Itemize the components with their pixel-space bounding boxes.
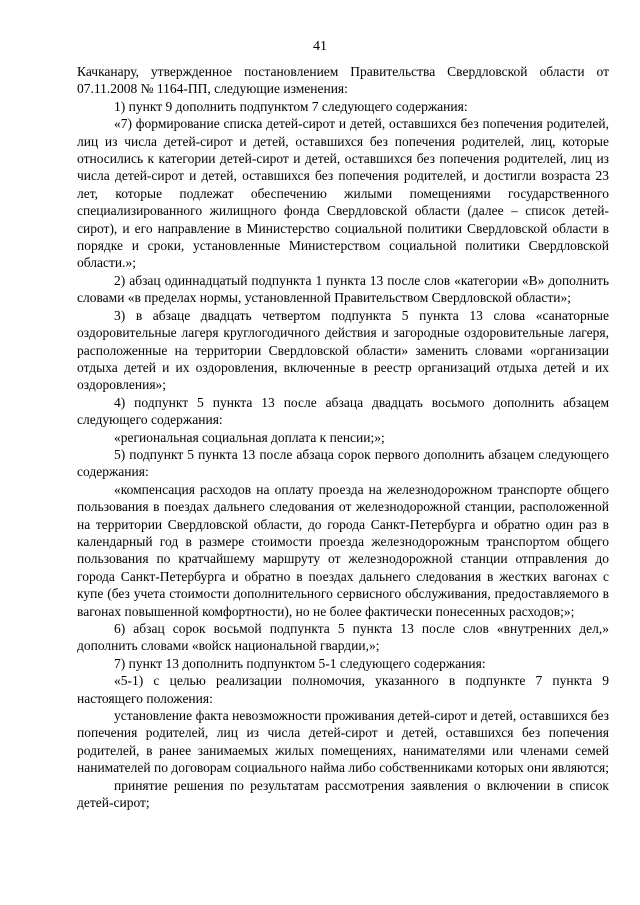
paragraph: 4) подпункт 5 пункта 13 после абзаца двадцать восьмого дополнить абзацем следующего содержания: [77, 394, 609, 428]
paragraph: 2) абзац одиннадцатый подпункта 1 пункта 13 после слов «категории «В» дополнить словами «в пределах нормы, установленной Правительством Свердловской области»; [77, 272, 609, 306]
paragraph: 5) подпункт 5 пункта 13 после абзаца сорок первого дополнить абзацем следующего содержания: [77, 446, 609, 480]
paragraph: 1) пункт 9 дополнить подпунктом 7 следующего содержания: [114, 98, 468, 114]
paragraph: «компенсация расходов на оплату проезда на железнодорожном транспорте общего пользования в поездах дальнего следования от железнодорожной станции, расположенной на территории Свердловской области, до города Санкт-Петербурга и обратно один раз в календарный год в размере стоимости проезда железнодорожным транспортом общего пользования по кратчайшему маршруту от железнодорожной станции отправления до города Санкт-Петербурга и обратно в поездах дальнего следования в жестких вагонах с купе (без учета стоимости дополнительного сервисного обслуживания, предоставляемого в вагонах повышенной комфортности), но не более фактически понесенных расходов;»; [77, 481, 609, 619]
paragraph: «7) формирование списка детей-сирот и детей, оставшихся без попечения родителей, лиц из числа детей-сирот и детей, оставшихся без попечения родителей, лиц, которые относились к категории детей-сирот и детей, оставшихся без попечения родителей, лиц из числа детей-сирот и детей, оставшихся без попечения родителей, и достигли возраста 23 лет, которые подлежат обеспечению жилыми помещениями государственного специализированного жилищного фонда Свердловской области (далее – список детей-сирот), и его направление в Министерство социальной политики Свердловской области в порядке и сроки, установленные Министерством социальной политики Свердловской области.»; [77, 116, 609, 271]
paragraph: Качканару, утвержденное постановлением Правительства Свердловской области от 07.11.2008 № 1164-ПП, следующие изменения: [77, 64, 609, 97]
page-number: 41 [313, 39, 327, 54]
paragraph: «5-1) с целью реализации полномочия, указанного в подпункте 7 пункта 9 настоящего положения: [77, 673, 609, 706]
document-body [77, 63, 609, 811]
paragraph: 6) абзац сорок восьмой подпункта 5 пункта 13 после слов «внутренних дел,» дополнить словами «войск национальной гвардии,»; [77, 621, 609, 654]
paragraph: установление факта невозможности проживания детей-сирот и детей, оставшихся без попечения родителей, лиц из числа детей-сирот и детей, оставшихся без попечения родителей, в ранее занимаемых жилых помещениях, нанимателями или членами семей нанимателей по договорам социального найма либо собственниками которых они являются; [77, 708, 609, 776]
paragraph: 3) в абзаце двадцать четвертом подпункта 5 пункта 13 слова «санаторные оздоровительные лагеря круглогодичного действия и загородные оздоровительные лагеря, расположенные на территории Свердловской области» заменить словами «организации отдыха детей и их оздоровления, включенные в реестр организаций отдыха детей и их оздоровления»; [77, 307, 609, 393]
paragraph: принятие решения по результатам рассмотрения заявления о включении в список детей-сирот; [77, 777, 609, 811]
paragraph: 7) пункт 13 дополнить подпунктом 5-1 следующего содержания: [114, 655, 486, 671]
paragraph: «региональная социальная доплата к пенсии;»; [114, 429, 385, 445]
